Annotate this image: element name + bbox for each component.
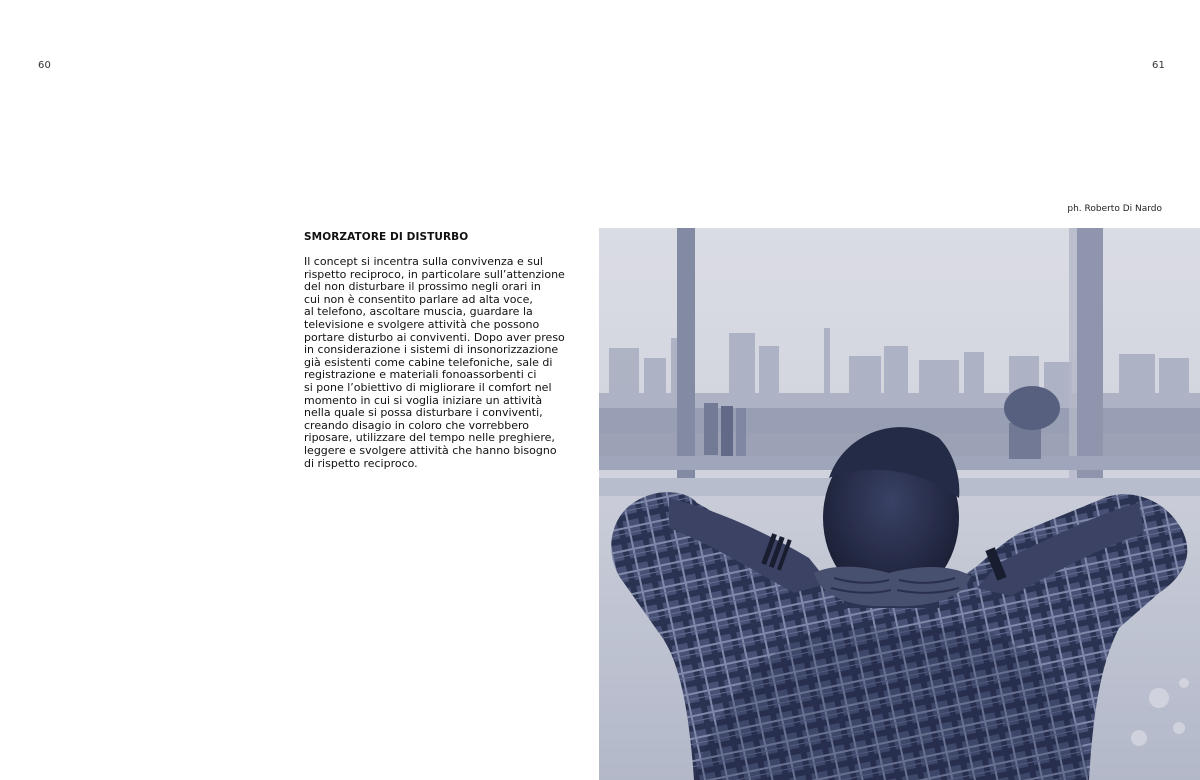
article-title: SMORZATORE DI DISTURBO bbox=[304, 231, 469, 243]
body-line: rispetto reciproco, in particolare sull’attenzione bbox=[304, 267, 565, 281]
body-line: già esistenti come cabine telefoniche, sale di bbox=[304, 355, 553, 369]
body-line: momento in cui si voglia iniziare un attività bbox=[304, 393, 543, 407]
photo bbox=[599, 228, 1200, 780]
body-line: televisione e svolgere attività che possono bbox=[304, 317, 540, 331]
body-line: nella quale si possa disturbare i conviventi, bbox=[304, 406, 543, 420]
page-number-left: 60 bbox=[38, 60, 52, 71]
photo-credit: ph. Roberto Di Nardo bbox=[1067, 204, 1162, 214]
body-line: al telefono, ascoltare muscia, guardare la bbox=[304, 305, 533, 319]
body-line: portare disturbo ai conviventi. Dopo aver preso bbox=[304, 330, 565, 344]
body-line: leggere e svolgere attività che hanno bisogno bbox=[304, 443, 557, 457]
page-number-right: 61 bbox=[1152, 60, 1166, 71]
body-line: in considerazione i sistemi di insonorizzazione bbox=[304, 343, 559, 357]
body-line: del non disturbare il prossimo negli orari in bbox=[304, 280, 541, 294]
body-line: creando disagio in coloro che vorrebbero bbox=[304, 418, 530, 432]
body-line: di rispetto reciproco. bbox=[304, 456, 418, 470]
body-line: Il concept si incentra sulla convivenza e sul bbox=[304, 255, 543, 268]
body-line: riposare, utilizzare del tempo nelle preghiere, bbox=[304, 431, 555, 445]
body-line: registrazione e materiali fonoassorbenti ci bbox=[304, 368, 537, 382]
body-line: si pone l’obiettivo di migliorare il comfort nel bbox=[304, 380, 552, 394]
article-body bbox=[304, 255, 565, 470]
body-line: cui non è consentito parlare ad alta voce, bbox=[304, 292, 533, 306]
